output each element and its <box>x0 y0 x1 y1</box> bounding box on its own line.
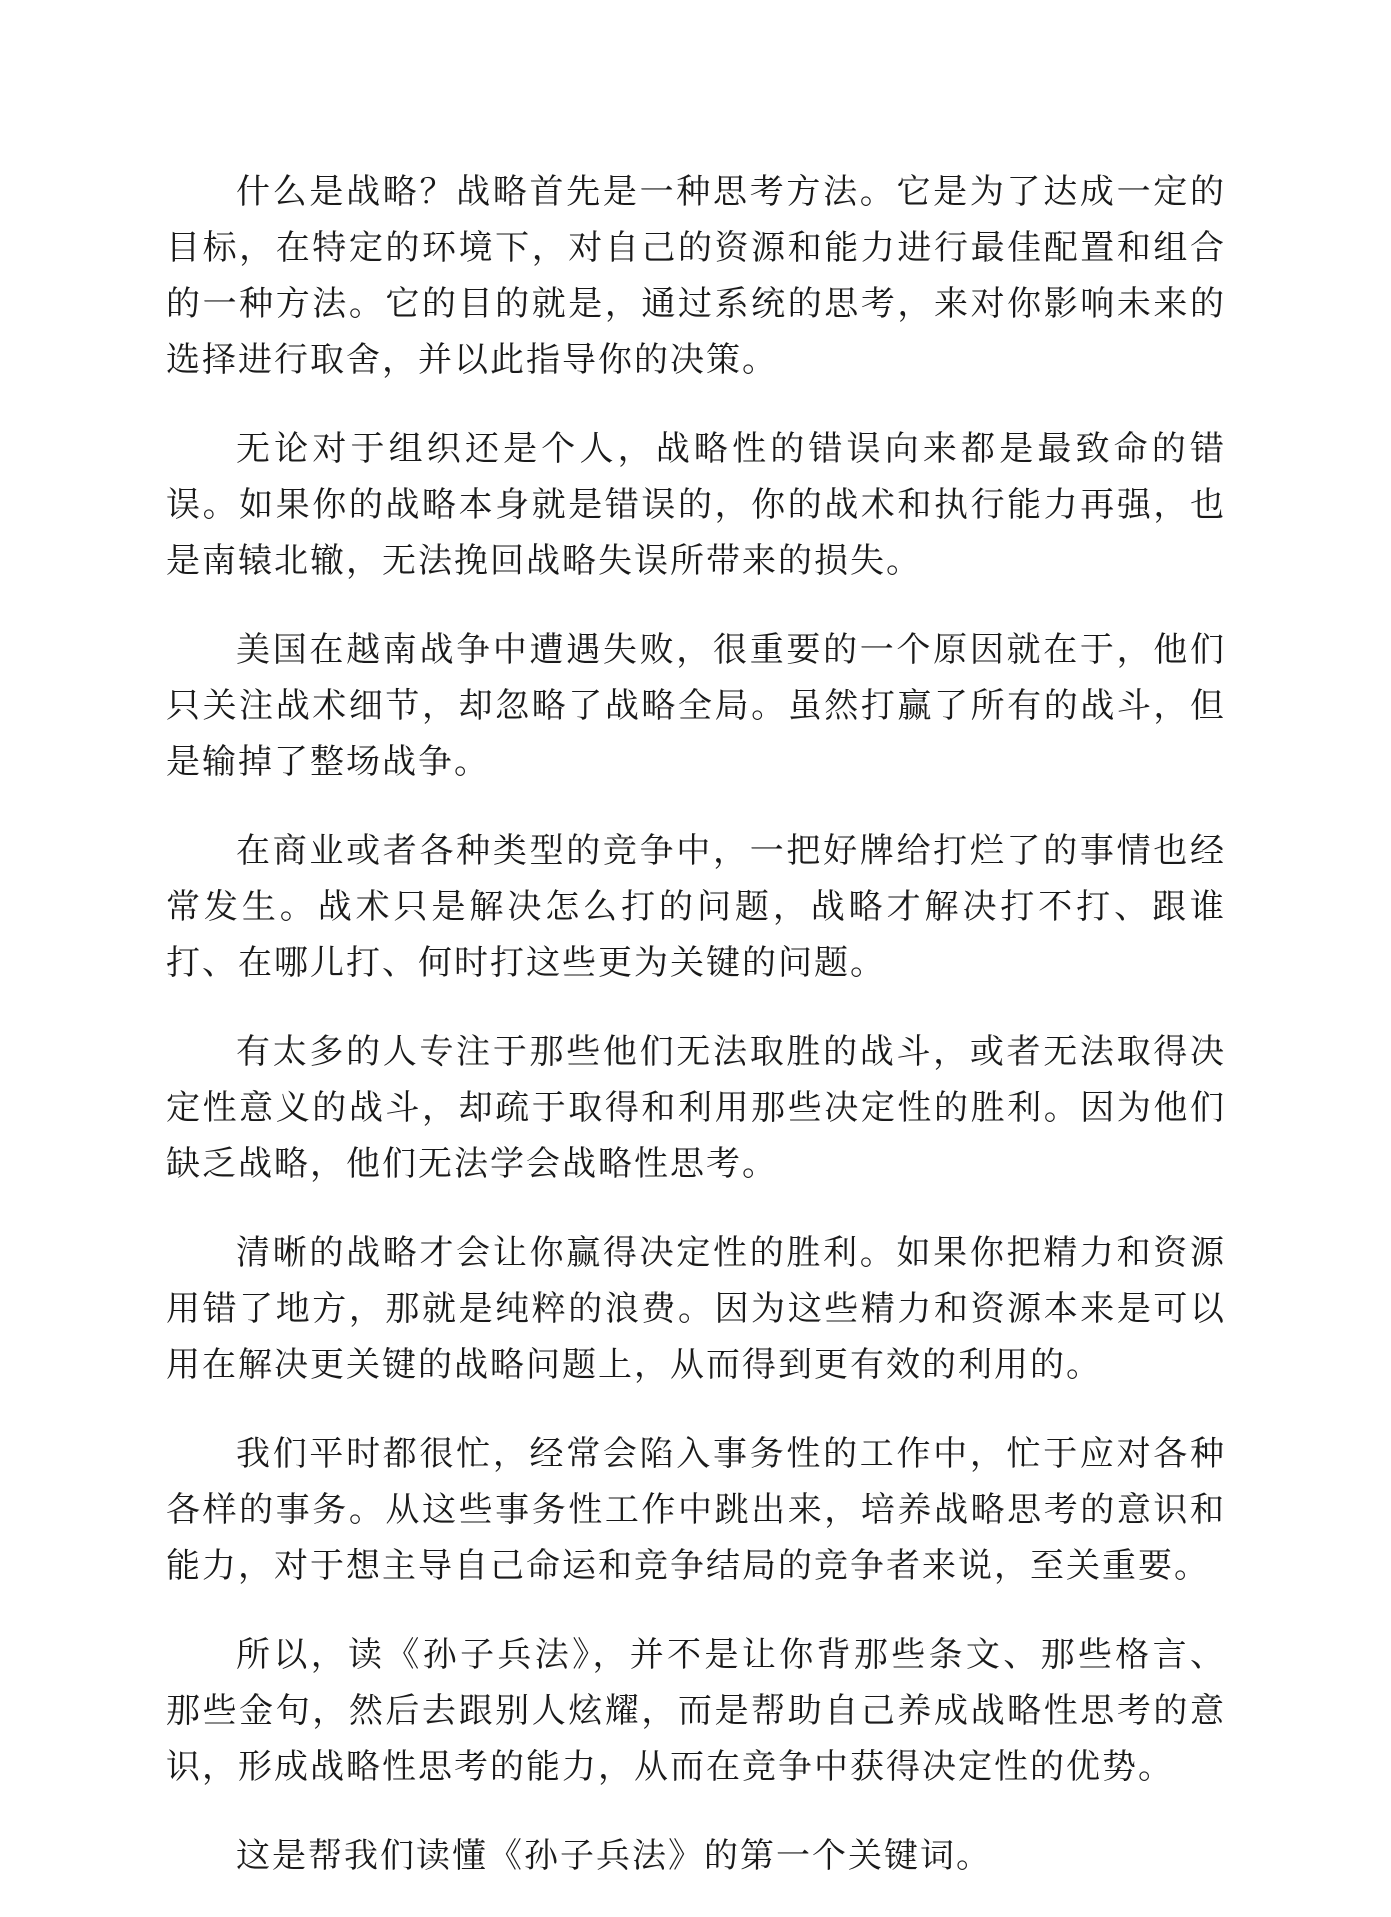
body-text <box>166 164 1226 1917</box>
paragraph-7: 我们平时都很忙，经常会陷入事务性的工作中，忙于应对各种各样的事务。从这些事务性工作中跳出来，培养战略思考的意识和能力，对于想主导自己命运和竞争结局的竞争者来说，至关重要。 <box>166 1434 1226 1586</box>
paragraph-6: 清晰的战略才会让你赢得决定性的胜利。如果你把精力和资源用错了地方，那就是纯粹的浪费。因为这些精力和资源本来是可以用在解决更关键的战略问题上，从而得到更有效的利用的。 <box>166 1233 1226 1385</box>
paragraph-2: 无论对于组织还是个人，战略性的错误向来都是最致命的错误。如果你的战略本身就是错误的，你的战术和执行能力再强，也是南辕北辙，无法挽回战略失误所带来的损失。 <box>166 429 1226 581</box>
paragraph-4: 在商业或者各种类型的竞争中，一把好牌给打烂了的事情也经常发生。战术只是解决怎么打的问题，战略才解决打不打、跟谁打、在哪儿打、何时打这些更为关键的问题。 <box>166 831 1226 983</box>
paragraph-8: 所以，读《孙子兵法》，并不是让你背那些条文、那些格言、那些金句，然后去跟别人炫耀，而是帮助自己养成战略性思考的意识，形成战略性思考的能力，从而在竞争中获得决定性的优势。 <box>166 1635 1226 1787</box>
paragraph-3: 美国在越南战争中遭遇失败，很重要的一个原因就在于，他们只关注战术细节，却忽略了战略全局。虽然打赢了所有的战斗，但是输掉了整场战争。 <box>166 630 1226 782</box>
paragraph-1: 什么是战略？战略首先是一种思考方法。它是为了达成一定的目标，在特定的环境下，对自己的资源和能力进行最佳配置和组合的一种方法。它的目的就是，通过系统的思考，来对你影响未来的选择进行取舍，并以此指导你的决策。 <box>166 172 1226 380</box>
paragraph-9: 这是帮我们读懂《孙子兵法》的第一个关键词。 <box>236 1836 992 1876</box>
paragraph-5: 有太多的人专注于那些他们无法取胜的战斗，或者无法取得决定性意义的战斗，却疏于取得和利用那些决定性的胜利。因为他们缺乏战略，他们无法学会战略性思考。 <box>166 1032 1226 1184</box>
